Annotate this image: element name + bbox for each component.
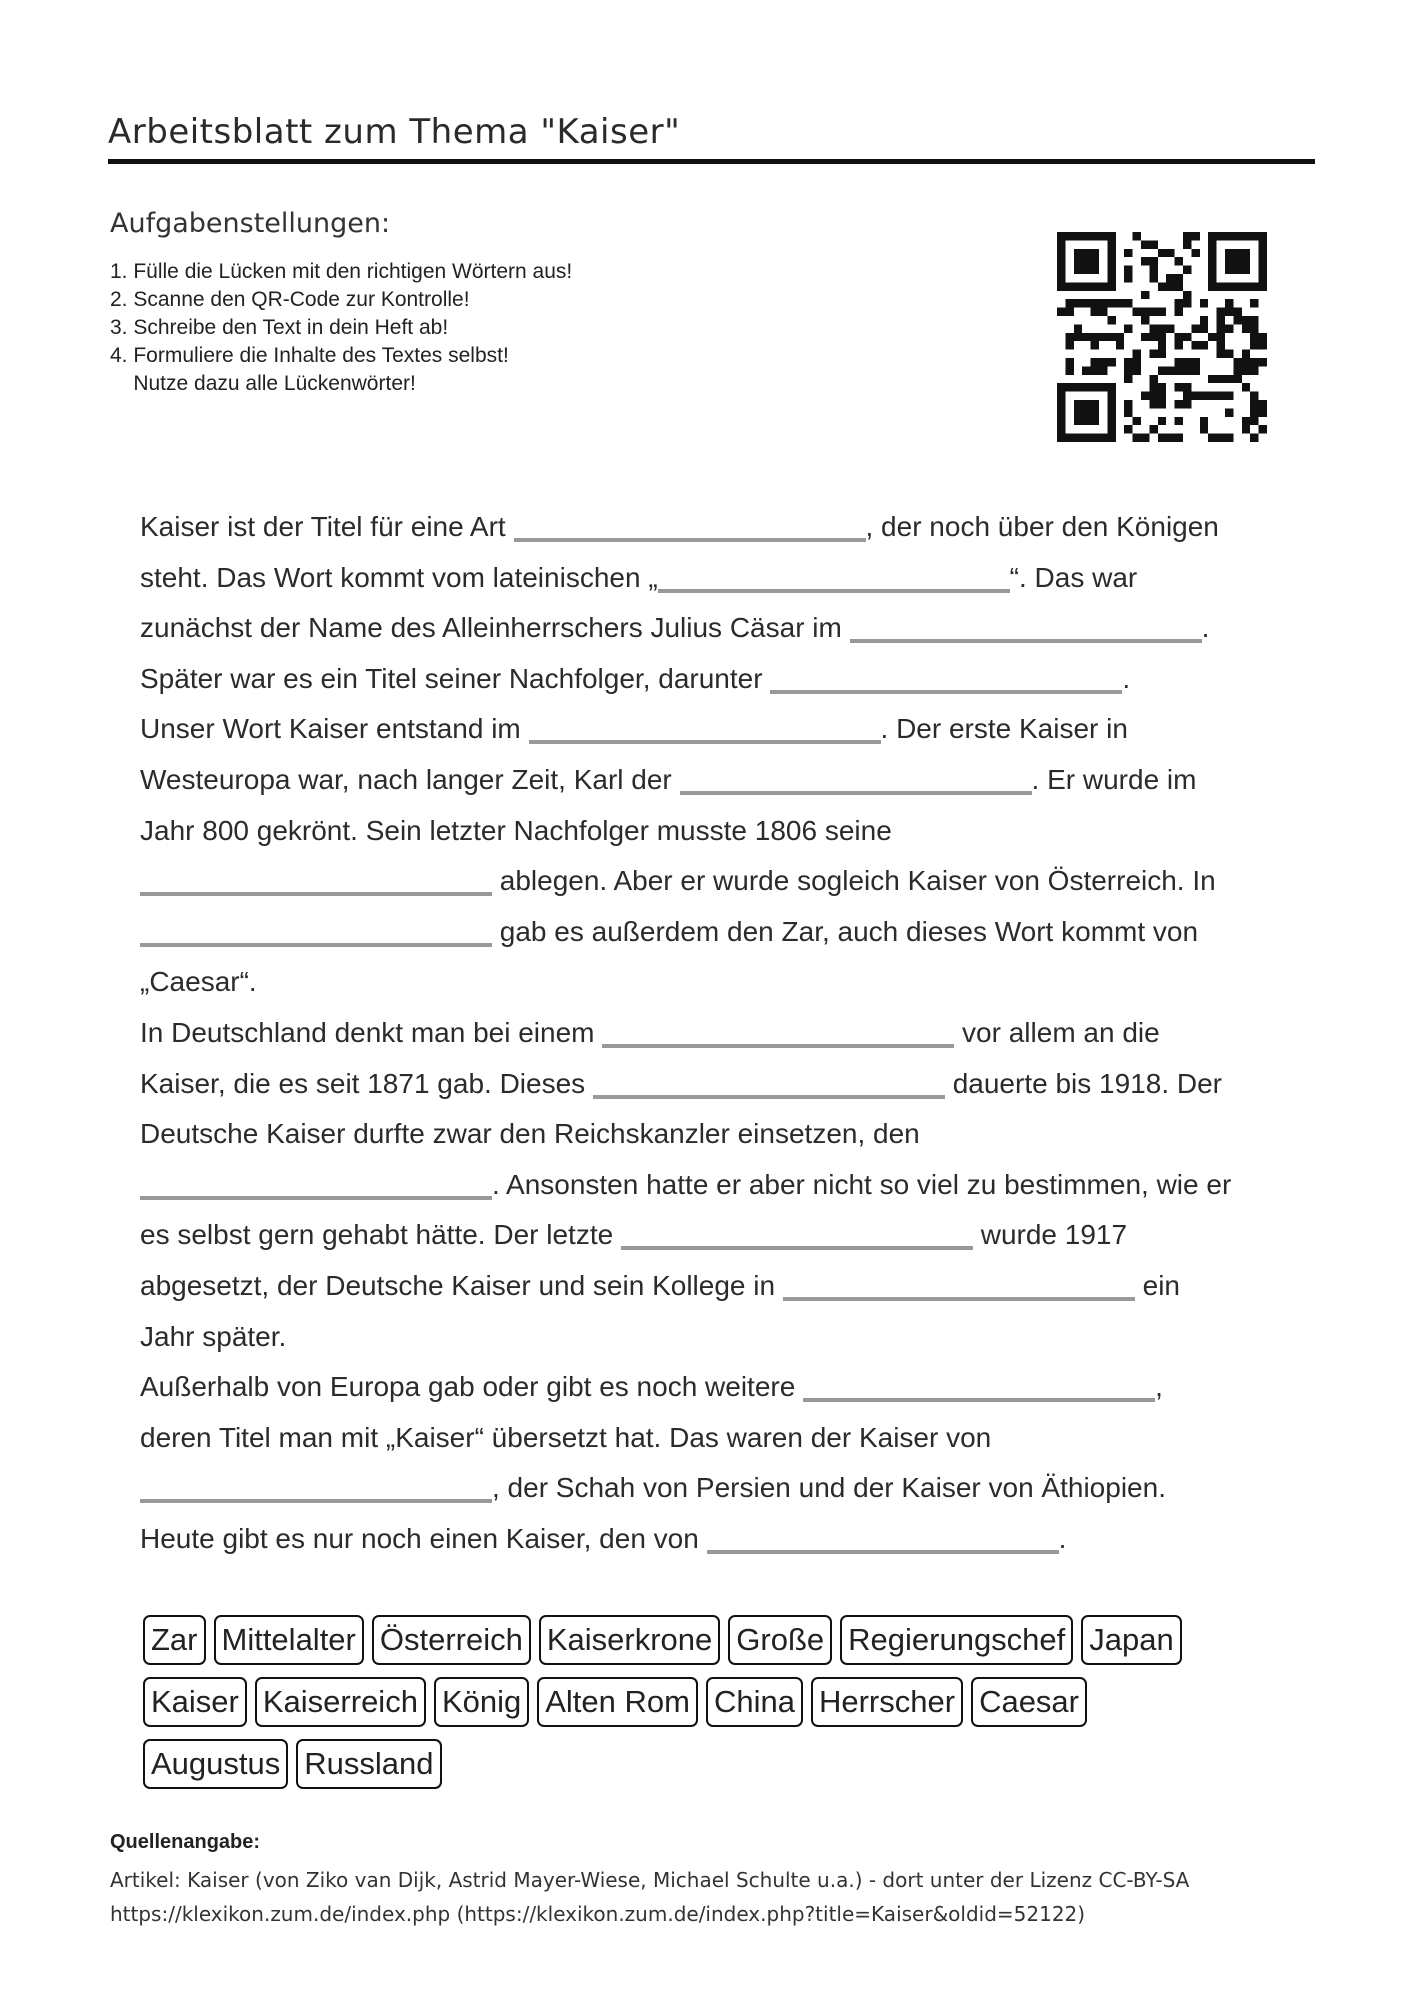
- text-line: [140, 1210, 1300, 1261]
- word-chip: Japan: [1081, 1615, 1181, 1665]
- word-chip: Russland: [296, 1739, 441, 1789]
- text-segment: steht. Das Wort kommt vom lateinischen „: [140, 561, 658, 593]
- fill-in-blank[interactable]: [680, 757, 1032, 795]
- text-line: [140, 1362, 1300, 1413]
- text-line: [140, 1463, 1300, 1514]
- text-segment: . Der erste Kaiser in: [880, 713, 1128, 745]
- fill-in-blank[interactable]: [140, 909, 492, 947]
- text-segment: Jahr später.: [140, 1320, 287, 1352]
- text-line: [140, 502, 1300, 553]
- text-segment: Deutsche Kaiser durfte zwar den Reichskanzler einsetzen, den: [140, 1118, 920, 1150]
- text-segment: wurde 1917: [972, 1219, 1128, 1251]
- fill-in-blank[interactable]: [850, 605, 1202, 643]
- text-segment: In Deutschland denkt man bei einem: [140, 1016, 603, 1048]
- text-segment: , der Schah von Persien und der Kaiser von Äthiopien.: [492, 1472, 1166, 1504]
- text-segment: Westeuropa war, nach langer Zeit, Karl der: [140, 763, 680, 795]
- task-list: [110, 258, 572, 398]
- text-line: [140, 806, 1300, 857]
- word-chip: Herrscher: [811, 1677, 963, 1727]
- word-chip: Augustus: [143, 1739, 288, 1789]
- page-title: Arbeitsblatt zum Thema "Kaiser": [108, 112, 681, 152]
- text-line: [140, 1312, 1300, 1363]
- text-line: [140, 704, 1300, 755]
- source-article: Artikel: Kaiser (von Ziko van Dijk, Astrid Mayer-Wiese, Michael Schulte u.a.) - dort unter der Lizenz CC-BY-SA: [110, 1868, 1190, 1892]
- fill-in-blank[interactable]: [621, 1212, 973, 1250]
- source-label: Quellenangabe:: [110, 1831, 261, 1853]
- fill-in-blank[interactable]: [593, 1061, 945, 1099]
- fill-in-blank[interactable]: [514, 504, 866, 542]
- text-segment: abgesetzt, der Deutsche Kaiser und sein Kollege in: [140, 1269, 783, 1301]
- text-segment: zunächst der Name des Alleinherrschers Julius Cäsar im: [140, 612, 850, 644]
- text-line: [140, 1059, 1300, 1110]
- text-segment: Außerhalb von Europa gab oder gibt es noch weitere: [140, 1371, 804, 1403]
- text-segment: Später war es ein Titel seiner Nachfolger, darunter: [140, 662, 771, 694]
- text-segment: Heute gibt es nur noch einen Kaiser, den von: [140, 1522, 707, 1554]
- fill-in-blank[interactable]: [658, 555, 1010, 593]
- fill-in-blank[interactable]: [602, 1010, 954, 1048]
- word-bank: [143, 1615, 1283, 1801]
- text-line: [140, 1413, 1300, 1464]
- word-chip: Große: [728, 1615, 832, 1665]
- text-segment: dauerte bis 1918. Der: [944, 1067, 1222, 1099]
- text-line: [140, 553, 1300, 604]
- text-segment: vor allem an die: [954, 1016, 1160, 1048]
- text-segment: .: [1201, 612, 1210, 644]
- text-segment: , der noch über den Königen: [865, 511, 1219, 542]
- text-segment: ,: [1155, 1371, 1163, 1403]
- text-line: [140, 1008, 1300, 1059]
- word-bank-row: [143, 1677, 1283, 1727]
- word-chip: Mittelalter: [214, 1615, 364, 1665]
- text-line: [140, 654, 1300, 705]
- text-line: [140, 856, 1300, 907]
- fill-in-blank[interactable]: [707, 1516, 1059, 1554]
- word-chip: Kaiserreich: [255, 1677, 426, 1727]
- text-segment: gab es außerdem den Zar, auch dieses Wort kommt von: [492, 915, 1199, 947]
- fill-in-blank[interactable]: [803, 1364, 1155, 1402]
- text-line: [140, 907, 1300, 958]
- fill-in-blank[interactable]: [529, 706, 881, 744]
- text-segment: deren Titel man mit „Kaiser“ übersetzt hat. Das waren der Kaiser von: [140, 1421, 992, 1453]
- fill-in-blank[interactable]: [140, 1465, 492, 1503]
- text-segment: .: [1058, 1522, 1067, 1554]
- text-segment: Kaiser, die es seit 1871 gab. Dieses: [140, 1067, 593, 1099]
- task-item: 3. Schreibe den Text in dein Heft ab!: [110, 316, 449, 339]
- word-chip: Zar: [143, 1615, 206, 1665]
- text-line: [140, 1261, 1300, 1312]
- task-item: 4. Formuliere die Inhalte des Textes selbst!: [110, 344, 509, 367]
- text-segment: ablegen. Aber er wurde sogleich Kaiser von Österreich. In: [492, 865, 1216, 897]
- word-bank-row: [143, 1739, 1283, 1789]
- qr-code: [1057, 232, 1267, 442]
- text-segment: es selbst gern gehabt hätte. Der letzte: [140, 1219, 621, 1251]
- text-segment: . Er wurde im: [1031, 763, 1197, 795]
- word-chip: Regierungschef: [840, 1615, 1073, 1665]
- word-chip: Caesar: [971, 1677, 1087, 1727]
- text-line: [140, 755, 1300, 806]
- word-chip: China: [706, 1677, 803, 1727]
- title-divider: [108, 159, 1315, 164]
- text-segment: Unser Wort Kaiser entstand im: [140, 713, 529, 745]
- fill-in-blank[interactable]: [140, 858, 492, 896]
- text-segment: Kaiser ist der Titel für eine Art: [140, 511, 514, 542]
- text-line: [140, 603, 1300, 654]
- text-segment: ein: [1134, 1269, 1180, 1301]
- text-line: [140, 1160, 1300, 1211]
- tasks-heading: Aufgabenstellungen:: [110, 208, 391, 239]
- text-segment: . Ansonsten hatte er aber nicht so viel zu bestimmen, wie er: [492, 1168, 1232, 1200]
- task-item: 1. Fülle die Lücken mit den richtigen Wörtern aus!: [110, 260, 573, 283]
- fill-in-blank[interactable]: [140, 1162, 492, 1200]
- task-item: Nutze dazu alle Lückenwörter!: [110, 372, 416, 395]
- word-chip: König: [434, 1677, 529, 1727]
- source-url: https://klexikon.zum.de/index.php (https://klexikon.zum.de/index.php?title=Kaiser&oldid=52122): [110, 1902, 1086, 1926]
- task-item: 2. Scanne den QR-Code zur Kontrolle!: [110, 288, 470, 311]
- text-line: [140, 1514, 1300, 1565]
- word-chip: Kaiserkrone: [539, 1615, 720, 1665]
- fill-in-blank[interactable]: [783, 1263, 1135, 1301]
- word-chip: Kaiser: [143, 1677, 247, 1727]
- fill-in-blank[interactable]: [770, 656, 1122, 694]
- text-segment: „Caesar“.: [140, 966, 257, 998]
- text-line: [140, 1109, 1300, 1160]
- text-segment: Jahr 800 gekrönt. Sein letzter Nachfolger musste 1806 seine: [140, 814, 892, 846]
- cloze-text: [140, 502, 1300, 1564]
- word-bank-row: [143, 1615, 1283, 1665]
- text-line: [140, 957, 1300, 1008]
- word-chip: Österreich: [372, 1615, 531, 1665]
- word-chip: Alten Rom: [537, 1677, 698, 1727]
- text-segment: “. Das war: [1009, 561, 1138, 593]
- text-segment: .: [1122, 662, 1131, 694]
